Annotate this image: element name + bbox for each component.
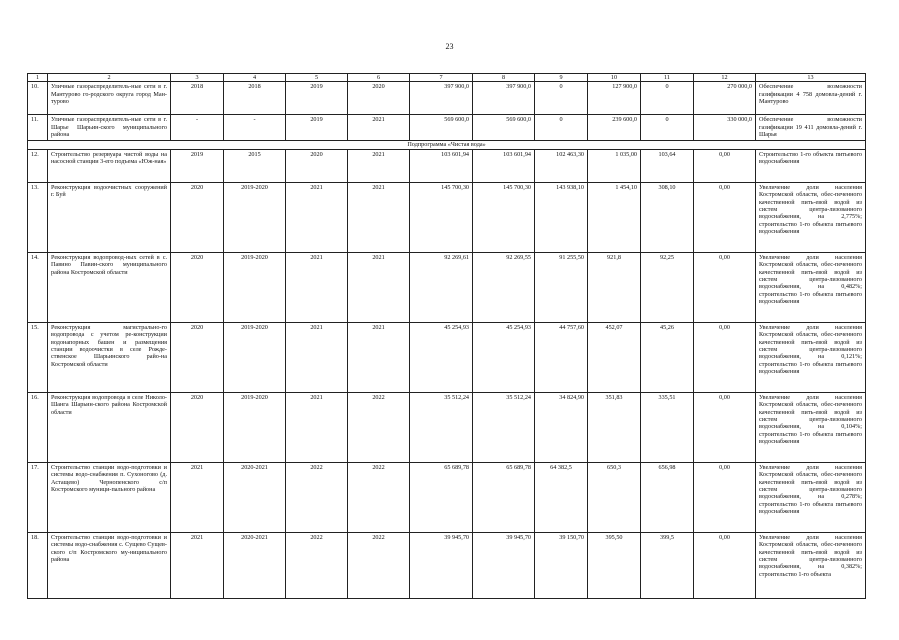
row-number: 14. <box>28 252 48 322</box>
cell: 2022 <box>286 532 348 598</box>
cell: 2021 <box>286 252 348 322</box>
cell: 2021 <box>348 182 410 252</box>
cell: 102 463,30 <box>535 149 588 182</box>
cell: 127 900,0 <box>588 82 641 115</box>
cell: 395,50 <box>588 532 641 598</box>
cell: 2020 <box>348 82 410 115</box>
column-number-row <box>28 74 866 82</box>
object-name: Строительство станции водо-подготовки и системы водо-снабжения с. Сущево Сущев-ского с/п Костромского му-ниципального района <box>48 532 171 598</box>
cell: 308,10 <box>641 182 694 252</box>
cell: 2020 <box>171 322 224 392</box>
object-name: Строительство станции водо-подготовки и системы водо-снабжения п. Сухоногово (д. Астащево) Чернопенского с/п Костромского муници-пального района <box>48 462 171 532</box>
column-number: 6 <box>348 74 410 82</box>
cell: 45 254,93 <box>473 322 535 392</box>
cell: 2020-2021 <box>224 532 286 598</box>
subprogram-title: Подпрограмма «Чистая вода» <box>28 141 866 149</box>
cell: 2021 <box>348 322 410 392</box>
cell: 0,00 <box>694 392 756 462</box>
cell: 145 700,30 <box>410 182 473 252</box>
row-number: 17. <box>28 462 48 532</box>
table-row <box>28 252 866 322</box>
column-number: 7 <box>410 74 473 82</box>
cell: 2018 <box>171 82 224 115</box>
column-number: 5 <box>286 74 348 82</box>
cell: 2020 <box>171 182 224 252</box>
cell: 92,25 <box>641 252 694 322</box>
cell: 92 269,61 <box>410 252 473 322</box>
cell: 1 035,00 <box>588 149 641 182</box>
cell: - <box>224 115 286 141</box>
subprogram-row <box>28 141 866 149</box>
cell: 399,5 <box>641 532 694 598</box>
row-number: 18. <box>28 532 48 598</box>
cell: 2019 <box>171 149 224 182</box>
investment-table <box>27 73 866 599</box>
cell: - <box>171 115 224 141</box>
cell: 2019-2020 <box>224 252 286 322</box>
table-row <box>28 82 866 115</box>
cell: 45 254,93 <box>410 322 473 392</box>
table-row <box>28 392 866 462</box>
cell: 569 600,0 <box>410 115 473 141</box>
object-name: Уличные газораспределитель-ные сети в г. Мантурово го-родского округа город Ман-турово <box>48 82 171 115</box>
expected-result: Увеличение доли населения Костромской области, обес-печенного качественной пить-евой водой из систем центра-лизованного водоснабжения, на 0,382%; строительство 1-го объекта <box>756 532 866 598</box>
column-number: 9 <box>535 74 588 82</box>
object-name: Реконструкция водоочистных сооружений г. Буй <box>48 182 171 252</box>
object-name: Реконструкция водопровода в селе Николо-Шанга Шарьин-ского района Костромской области <box>48 392 171 462</box>
page-number: 23 <box>445 42 454 51</box>
cell: 2022 <box>348 392 410 462</box>
cell: 1 454,10 <box>588 182 641 252</box>
cell: 0,00 <box>694 462 756 532</box>
cell: 2021 <box>171 532 224 598</box>
object-name: Строительство резервуара чистой воды на насосной станции 3-его подъема «Юж-ная» <box>48 149 171 182</box>
cell: 2021 <box>348 149 410 182</box>
cell: 0 <box>641 115 694 141</box>
cell: 39 945,70 <box>473 532 535 598</box>
cell: 2021 <box>348 252 410 322</box>
cell: 91 255,50 <box>535 252 588 322</box>
column-number: 8 <box>473 74 535 82</box>
cell: 452,07 <box>588 322 641 392</box>
table-row <box>28 149 866 182</box>
cell: 397 900,0 <box>473 82 535 115</box>
cell: 2015 <box>224 149 286 182</box>
cell: 103 601,94 <box>410 149 473 182</box>
column-number: 2 <box>48 74 171 82</box>
cell: 103,64 <box>641 149 694 182</box>
table-row <box>28 462 866 532</box>
cell: 39 150,70 <box>535 532 588 598</box>
cell: 143 938,10 <box>535 182 588 252</box>
column-number: 4 <box>224 74 286 82</box>
cell: 2019 <box>286 82 348 115</box>
cell: 2021 <box>348 115 410 141</box>
cell: 34 824,90 <box>535 392 588 462</box>
cell: 39 945,70 <box>410 532 473 598</box>
expected-result: Строительство 1-го объекта питьевого водоснабжения <box>756 149 866 182</box>
cell: 0 <box>535 82 588 115</box>
cell: 0,00 <box>694 182 756 252</box>
cell: 145 700,30 <box>473 182 535 252</box>
column-number: 13 <box>756 74 866 82</box>
column-number: 1 <box>28 74 48 82</box>
cell: 2020 <box>171 252 224 322</box>
expected-result: Обеспечение возможности газификации 4 758 домовла-дений г. Мантурово <box>756 82 866 115</box>
cell: 0,00 <box>694 252 756 322</box>
table-row <box>28 115 866 141</box>
cell: 35 512,24 <box>473 392 535 462</box>
cell: 2021 <box>286 322 348 392</box>
row-number: 10. <box>28 82 48 115</box>
cell: 650,3 <box>588 462 641 532</box>
row-number: 12. <box>28 149 48 182</box>
cell: 2019-2020 <box>224 322 286 392</box>
cell: 330 000,0 <box>694 115 756 141</box>
table-row <box>28 532 866 598</box>
cell: 397 900,0 <box>410 82 473 115</box>
cell: 0,00 <box>694 149 756 182</box>
cell: 569 600,0 <box>473 115 535 141</box>
cell: 0,00 <box>694 322 756 392</box>
cell: 65 689,78 <box>410 462 473 532</box>
cell: 64 382,5 <box>535 462 588 532</box>
expected-result: Увеличение доли населения Костромской области, обес-печенного качественной пить-евой водой из систем центра-лизованного водоснабжения, на 0,104%; строительство 1-го объекта питьевого водоснабжения <box>756 392 866 462</box>
expected-result: Обеспечение возможности газификации 19 411 домовла-дений г. Шарья <box>756 115 866 141</box>
cell: 2022 <box>348 462 410 532</box>
row-number: 11. <box>28 115 48 141</box>
object-name: Уличные газораспределитель-ные сети в г. Шарье Шарьин-ского муниципального района <box>48 115 171 141</box>
cell: 103 601,94 <box>473 149 535 182</box>
cell: 2021 <box>286 182 348 252</box>
cell: 2022 <box>348 532 410 598</box>
cell: 2019 <box>286 115 348 141</box>
cell: 92 269,55 <box>473 252 535 322</box>
expected-result: Увеличение доли населения Костромской области, обес-печенного качественной пить-евой водой из систем центра-лизованного водоснабжения, на 0,121%; строительство 1-го объекта питьевого водоснабжения <box>756 322 866 392</box>
cell: 2020-2021 <box>224 462 286 532</box>
cell: 2020 <box>171 392 224 462</box>
row-number: 13. <box>28 182 48 252</box>
row-number: 16. <box>28 392 48 462</box>
cell: 65 689,78 <box>473 462 535 532</box>
cell: 335,51 <box>641 392 694 462</box>
object-name: Реконструкция магистрально-го водопровода с учетом ре-конструкции водонапорных башен и размещения станции водоочистки в селе Рожде-ственское Шарьинского райо-на Костромской области <box>48 322 171 392</box>
cell: 2019-2020 <box>224 392 286 462</box>
column-number: 12 <box>694 74 756 82</box>
object-name: Реконструкция водопровод-ных сетей в с. Павино Павин-ского муниципального района Костромской области <box>48 252 171 322</box>
expected-result: Увеличение доли населения Костромской области, обес-печенного качественной пить-евой водой из систем центра-лизованного водоснабжения, на 0,278%; строительство 1-го объекта питьевого водоснабжения <box>756 462 866 532</box>
column-number: 10 <box>588 74 641 82</box>
cell: 2019-2020 <box>224 182 286 252</box>
column-number: 11 <box>641 74 694 82</box>
table-row <box>28 322 866 392</box>
cell: 35 512,24 <box>410 392 473 462</box>
row-number: 15. <box>28 322 48 392</box>
cell: 351,83 <box>588 392 641 462</box>
cell: 44 757,60 <box>535 322 588 392</box>
cell: 921,8 <box>588 252 641 322</box>
table-row <box>28 182 866 252</box>
cell: 0 <box>535 115 588 141</box>
cell: 45,26 <box>641 322 694 392</box>
column-number: 3 <box>171 74 224 82</box>
cell: 2018 <box>224 82 286 115</box>
cell: 239 600,0 <box>588 115 641 141</box>
cell: 2021 <box>171 462 224 532</box>
expected-result: Увеличение доли населения Костромской области, обес-печенного качественной пить-евой водой из систем центра-лизованного водоснабжения, на 2,775%; строительство 1-го объекта питьевого водоснабжения <box>756 182 866 252</box>
cell: 0 <box>641 82 694 115</box>
cell: 2020 <box>286 149 348 182</box>
expected-result: Увеличение доли населения Костромской области, обес-печенного качественной пить-евой водой из систем центра-лизованного водоснабжения, на 0,482%; строительство 1-го объекта питьевого водоснабжения <box>756 252 866 322</box>
cell: 656,98 <box>641 462 694 532</box>
cell: 270 000,0 <box>694 82 756 115</box>
cell: 0,00 <box>694 532 756 598</box>
cell: 2021 <box>286 392 348 462</box>
cell: 2022 <box>286 462 348 532</box>
